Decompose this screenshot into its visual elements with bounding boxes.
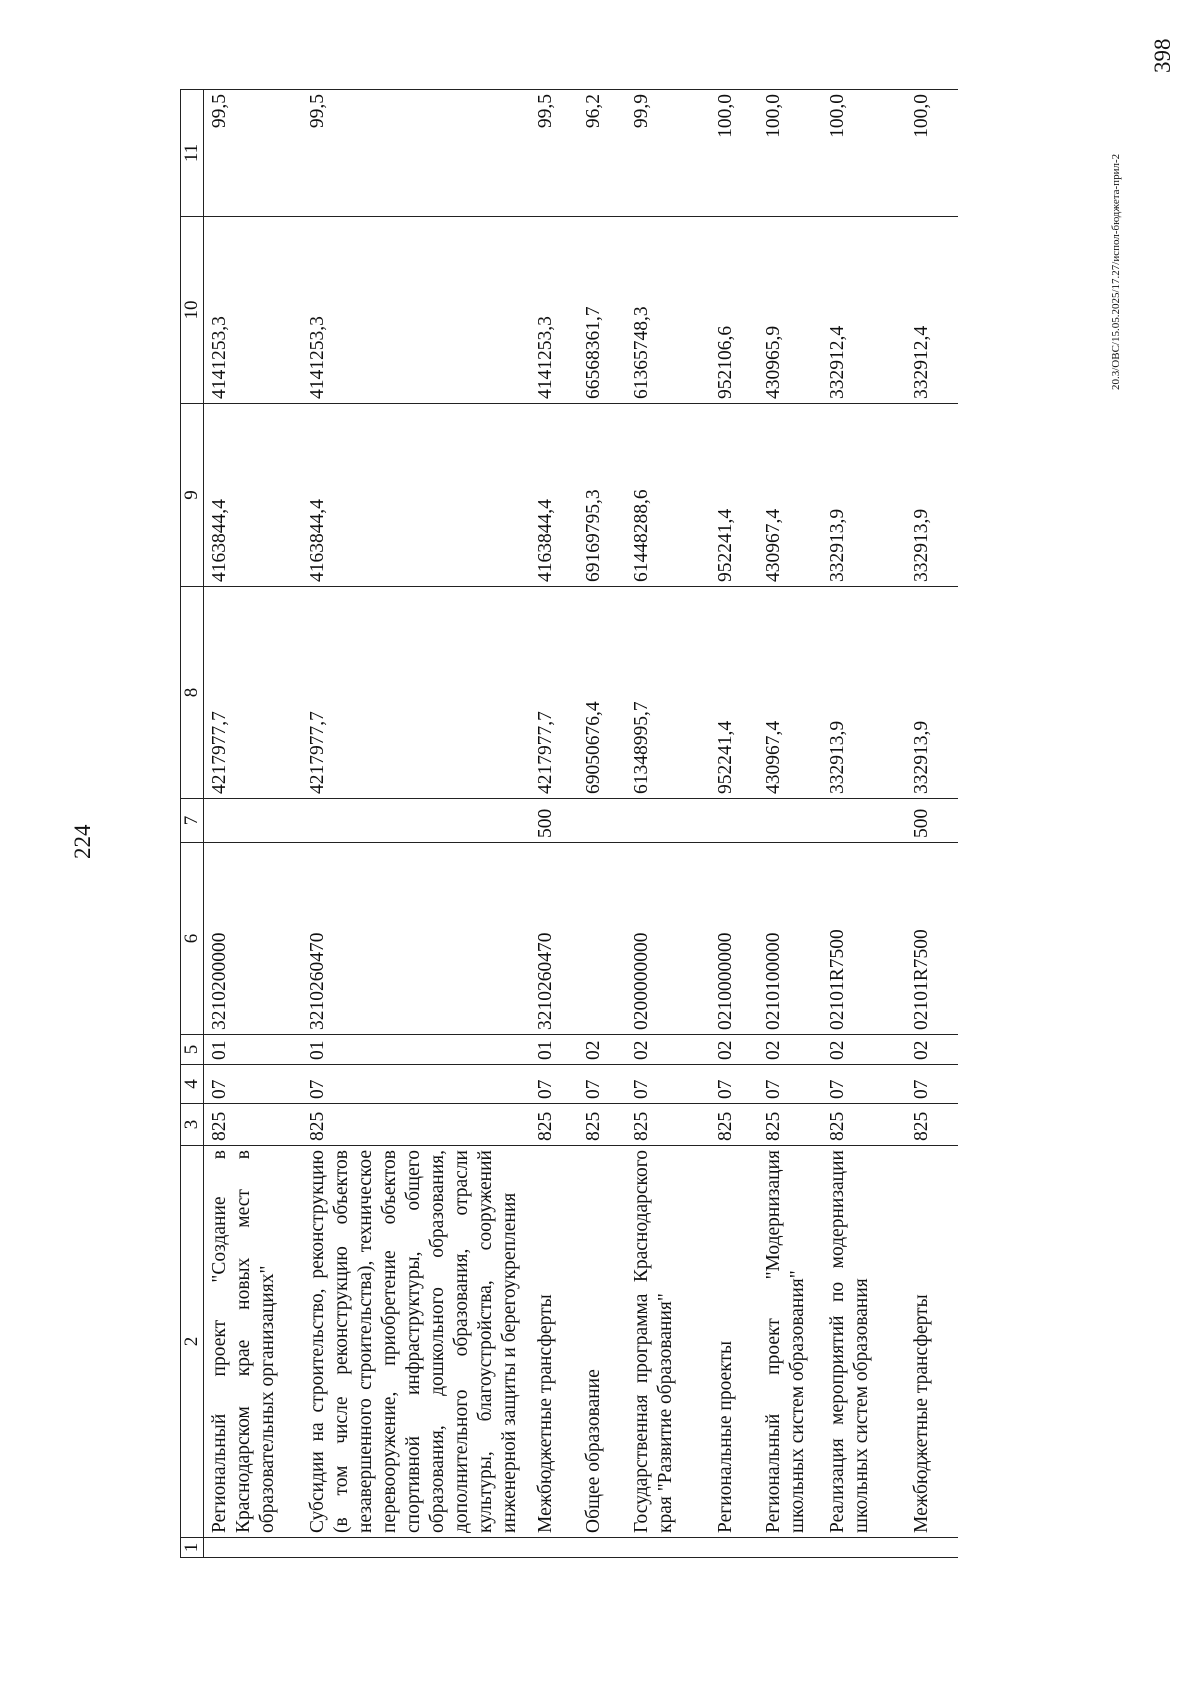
target-article-cell: 0200000000 [626, 843, 710, 1035]
ministry-code-cell: 825 [626, 1104, 710, 1146]
executed-amount-cell: 952106,6 [710, 217, 758, 404]
table-row [626, 90, 710, 1558]
refined-amount-cell: 4163844,4 [204, 404, 303, 587]
table-row [822, 90, 906, 1558]
column-header: 3 [181, 1104, 204, 1146]
column-header: 8 [181, 587, 204, 799]
expense-type-cell [758, 799, 822, 843]
expense-type-cell [204, 799, 303, 843]
execution-percent-cell: 96,2 [578, 90, 626, 217]
refined-amount-cell: 4163844,4 [302, 404, 530, 587]
table-row [530, 90, 578, 1558]
section-cell: 07 [906, 1065, 958, 1104]
execution-percent-cell: 100,0 [758, 90, 822, 217]
section-cell: 07 [302, 1065, 530, 1104]
ministry-code-cell: 825 [710, 1104, 758, 1146]
section-cell: 07 [626, 1065, 710, 1104]
target-article-cell: 3210260470 [302, 843, 530, 1035]
expense-type-cell [626, 799, 710, 843]
item-name-cell: Региональный проект "Создание в Краснодарском крае новых мест в образовательных организациях" [204, 1146, 303, 1538]
approved-amount-cell: 430967,4 [758, 587, 822, 799]
expense-type-cell [710, 799, 758, 843]
item-name-cell: Региональный проект "Модернизация школьных систем образования" [758, 1146, 822, 1538]
executed-amount-cell: 66568361,7 [578, 217, 626, 404]
execution-percent-cell: 100,0 [906, 90, 958, 217]
budget-table [180, 89, 958, 1558]
table-row [710, 90, 758, 1558]
ministry-code-cell: 825 [578, 1104, 626, 1146]
section-cell: 07 [710, 1065, 758, 1104]
target-article-cell: 3210200000 [204, 843, 303, 1035]
section-cell: 07 [758, 1065, 822, 1104]
section-cell: 07 [578, 1065, 626, 1104]
item-name-cell: Реализация мероприятий по модернизации школьных систем образования [822, 1146, 906, 1538]
row-number-cell [822, 1538, 906, 1558]
executed-amount-cell: 4141253,3 [302, 217, 530, 404]
item-name-cell: Государственная программа Краснодарского края "Развитие образования" [626, 1146, 710, 1538]
ministry-code-cell: 825 [302, 1104, 530, 1146]
refined-amount-cell: 430967,4 [758, 404, 822, 587]
item-name-cell: Общее образование [578, 1146, 626, 1538]
column-header: 5 [181, 1035, 204, 1065]
execution-percent-cell: 100,0 [822, 90, 906, 217]
expense-type-cell [302, 799, 530, 843]
refined-amount-cell: 332913,9 [906, 404, 958, 587]
approved-amount-cell: 4217977,7 [302, 587, 530, 799]
subsection-cell: 01 [204, 1035, 303, 1065]
executed-amount-cell: 332912,4 [906, 217, 958, 404]
refined-amount-cell: 332913,9 [822, 404, 906, 587]
execution-percent-cell: 99,5 [530, 90, 578, 217]
row-number-cell [204, 1538, 303, 1558]
row-number-cell [906, 1538, 958, 1558]
section-cell: 07 [530, 1065, 578, 1104]
executed-amount-cell: 4141253,3 [530, 217, 578, 404]
subsection-cell: 02 [626, 1035, 710, 1065]
execution-percent-cell: 100,0 [710, 90, 758, 217]
column-header: 11 [181, 90, 204, 217]
expense-type-cell: 500 [906, 799, 958, 843]
target-article-cell: 02101R7500 [822, 843, 906, 1035]
row-number-cell [578, 1538, 626, 1558]
execution-percent-cell: 99,9 [626, 90, 710, 217]
target-article-cell: 0210000000 [710, 843, 758, 1035]
row-number-cell [302, 1538, 530, 1558]
subsection-cell: 02 [822, 1035, 906, 1065]
column-header: 1 [181, 1538, 204, 1558]
approved-amount-cell: 61348995,7 [626, 587, 710, 799]
item-name-cell: Субсидии на строительство, реконструкцию (в том числе реконструкцию объектов незавершенного строительства), техническое перевооружение, приобретение объектов спортивной инфраструктуры, общего образования, дошкольного образования, дополнительного образования, отрасли культуры, благоустройства, сооружений инженерной защиты и берегоукрепления [302, 1146, 530, 1538]
row-number-cell [626, 1538, 710, 1558]
refined-amount-cell: 69169795,3 [578, 404, 626, 587]
section-cell: 07 [822, 1065, 906, 1104]
approved-amount-cell: 4217977,7 [530, 587, 578, 799]
ministry-code-cell: 825 [822, 1104, 906, 1146]
target-article-cell [578, 843, 626, 1035]
target-article-cell: 3210260470 [530, 843, 578, 1035]
approved-amount-cell: 952241,4 [710, 587, 758, 799]
table-row [578, 90, 626, 1558]
column-header: 9 [181, 404, 204, 587]
subsection-cell: 02 [906, 1035, 958, 1065]
page-number: 224 [70, 824, 95, 859]
executed-amount-cell: 4141253,3 [204, 217, 303, 404]
column-header: 2 [181, 1146, 204, 1538]
column-header: 6 [181, 843, 204, 1035]
executed-amount-cell: 430965,9 [758, 217, 822, 404]
subsection-cell: 01 [302, 1035, 530, 1065]
refined-amount-cell: 61448288,6 [626, 404, 710, 587]
ministry-code-cell: 825 [530, 1104, 578, 1146]
subsection-cell: 02 [710, 1035, 758, 1065]
column-header: 7 [181, 799, 204, 843]
subsection-cell: 01 [530, 1035, 578, 1065]
item-name-cell: Региональные проекты [710, 1146, 758, 1538]
column-number-row [181, 90, 204, 1558]
document-reference: 20.3/ОВС/15.05.2025/17.27/испол-бюджета-прил-2 [1110, 153, 1122, 390]
column-header: 10 [181, 217, 204, 404]
row-number-cell [710, 1538, 758, 1558]
expense-type-cell [822, 799, 906, 843]
table-row [758, 90, 822, 1558]
ministry-code-cell: 825 [204, 1104, 303, 1146]
approved-amount-cell: 4217977,7 [204, 587, 303, 799]
execution-percent-cell: 99,5 [302, 90, 530, 217]
row-number-cell [758, 1538, 822, 1558]
subsection-cell: 02 [578, 1035, 626, 1065]
approved-amount-cell: 332913,9 [906, 587, 958, 799]
item-name-cell: Межбюджетные трансферты [906, 1146, 958, 1538]
approved-amount-cell: 69050676,4 [578, 587, 626, 799]
refined-amount-cell: 952241,4 [710, 404, 758, 587]
table-row [906, 90, 958, 1558]
target-article-cell: 0210100000 [758, 843, 822, 1035]
item-name-cell: Межбюджетные трансферты [530, 1146, 578, 1538]
column-header: 4 [181, 1065, 204, 1104]
ministry-code-cell: 825 [758, 1104, 822, 1146]
executed-amount-cell: 332912,4 [822, 217, 906, 404]
table-row [204, 90, 303, 1558]
refined-amount-cell: 4163844,4 [530, 404, 578, 587]
approved-amount-cell: 332913,9 [822, 587, 906, 799]
section-cell: 07 [204, 1065, 303, 1104]
ministry-code-cell: 825 [906, 1104, 958, 1146]
target-article-cell: 02101R7500 [906, 843, 958, 1035]
execution-percent-cell: 99,5 [204, 90, 303, 217]
executed-amount-cell: 61365748,3 [626, 217, 710, 404]
expense-type-cell [578, 799, 626, 843]
row-number-cell [530, 1538, 578, 1558]
table-row [302, 90, 530, 1558]
sheet-number: 398 [1150, 38, 1175, 73]
expense-type-cell: 500 [530, 799, 578, 843]
subsection-cell: 02 [758, 1035, 822, 1065]
